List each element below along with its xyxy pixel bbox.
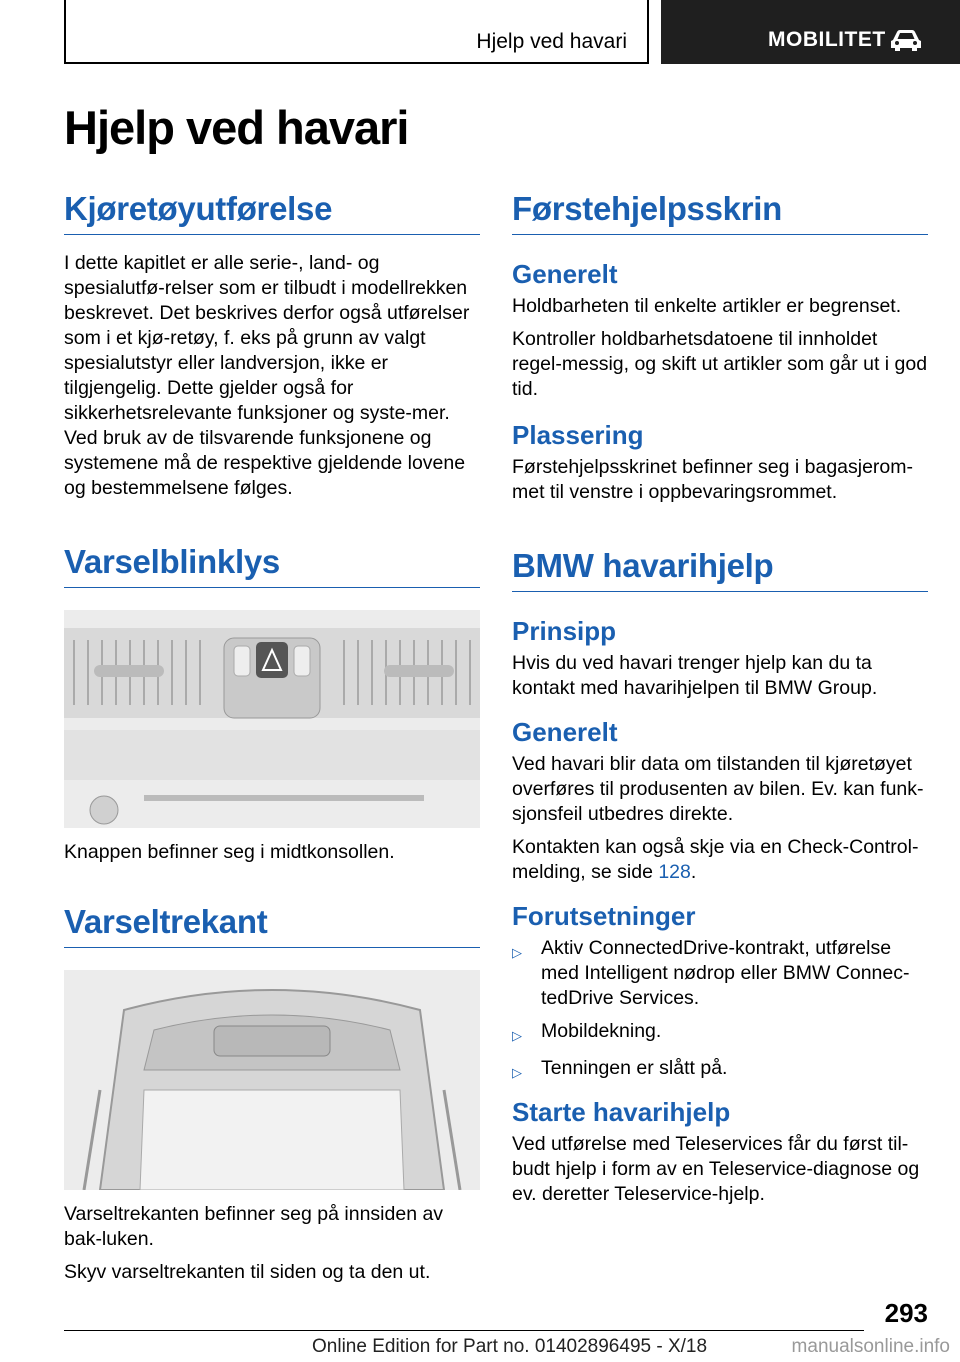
paragraph-teleservice: Ved utførelse med Teleservices får du først til-budt hjelp i form av en Teleservice-diagnose og ev. deretter Teleservice-hjelp. [512,1133,920,1205]
list-item [512,936,928,1011]
list-item-text: Tenningen er slått på. [541,1057,728,1079]
right-column [512,190,928,1215]
header-chapter-tab[interactable] [661,0,960,64]
heading-varselblinklys: Varselblinklys [64,543,480,588]
paragraph-kontroller: Kontroller holdbarhetsdatoene til innholdet regel-messig, og skift ut artikler som går ut i god tid. [512,328,928,400]
page-title: Hjelp ved havari [64,101,409,154]
heading-bmw-havarihjelp: BMW havarihjelp [512,547,928,592]
footer-divider [64,1330,864,1331]
subheading-generelt-2: Generelt [512,717,618,747]
subheading-forutsetninger: Forutsetninger [512,901,696,931]
footer-brand: manualsonline.info [791,1336,950,1357]
check-control-text: Kontakten kan også skje via en Check-Control-melding, se side [512,836,919,883]
paragraph-holdbarhet: Holdbarheten til enkelte artikler er begrenset. [512,295,902,317]
list-item [512,1019,928,1048]
left-column [64,190,480,1293]
paragraph-plassering: Førstehjelpsskrinet befinner seg i bagasjerom-met til venstre i oppbevaringsrommet. [512,456,914,503]
footer-edition: Online Edition for Part no. 01402896495 - X/18 [312,1336,708,1357]
heading-forstehjelpsskrin: Førstehjelpsskrin [512,190,928,235]
paragraph-prinsipp: Hvis du ved havari trenger hjelp kan du ta kontakt med havarihjelpen til BMW Group. [512,652,878,699]
header-section-title: Hjelp ved havari [476,30,627,53]
paragraph-havari-data: Ved havari blir data om tilstanden til kjøretøyet overføres til produsenten av bilen. Ev. kan funk-sjonsfeil utbedres direkte. [512,753,924,825]
caption-varseltrekant-1: Varseltrekanten befinner seg på innsiden av bak-luken. [64,1203,444,1250]
list-item [512,1056,928,1085]
list-item-text: Mobildekning. [541,1020,662,1042]
warning-triangle-illustration [64,970,480,1190]
triangle-bullet-icon: ▷ [512,945,522,960]
subheading-plassering: Plassering [512,420,644,450]
page-link-128[interactable]: 128 [658,861,691,883]
hazard-button-illustration [64,610,480,828]
caption-varseltrekant-2: Skyv varseltrekanten til siden og ta den ut. [64,1261,431,1283]
header-section-box [64,0,649,64]
subheading-generelt-1: Generelt [512,259,618,289]
heading-kjoretoyutforelse: Kjøretøyutførelse [64,190,480,235]
heading-varseltrekant: Varseltrekant [64,903,480,948]
car-icon [889,28,923,52]
check-control-end: . [690,861,697,883]
triangle-bullet-icon: ▷ [512,1028,522,1043]
list-item-text: Aktiv ConnectedDrive-kontrakt, utførelse med Intelligent nødrop eller BMW Connec-tedDrive Services. [541,937,910,1009]
page-number: 293 [884,1298,928,1328]
requirements-list [512,936,928,1085]
triangle-bullet-icon: ▷ [512,1065,522,1080]
header-chapter-label: MOBILITET [768,28,886,51]
subheading-prinsipp: Prinsipp [512,616,617,646]
paragraph-kjoretoyutforelse: I dette kapitlet er alle serie-, land- og spesialutfø-relser som er tilbudt i modellrekken beskrevet. Det beskrives derfor også utførelser som i et kjø-retøy, f. eks på grunn av valgt spesialutstyr eller landversjon, ikke er tilgjengelig. Dette gjelder også for sikkerhetsrelevante funksjoner og syste-mer. Ved bruk av de tilsvarende funksjonene og systemene må de respektive gjeldende lovene og bestemmelsene følges. [64,252,470,499]
paragraph-check-control [512,835,928,885]
caption-varselblinklys: Knappen befinner seg i midtkonsollen. [64,841,395,863]
subheading-starte-havarihjelp: Starte havarihjelp [512,1097,731,1127]
